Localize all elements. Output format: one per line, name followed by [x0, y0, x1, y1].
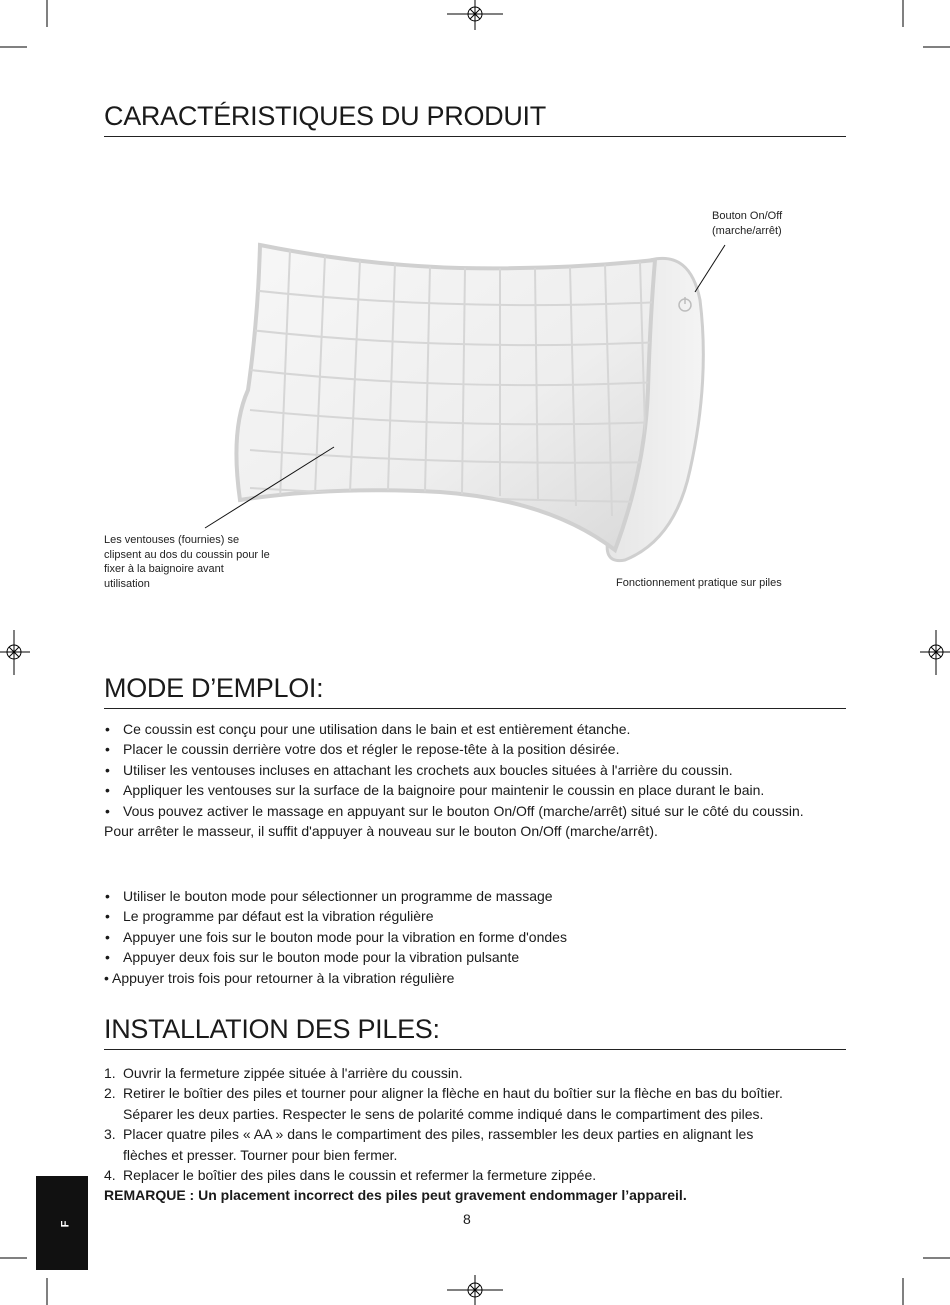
callout-suction-line-4: utilisation: [104, 577, 150, 590]
list-item: [104, 1083, 854, 1124]
callout-suction-line-3: fixer à la baignoire avant: [104, 563, 224, 575]
list-item: • Vous pouvez activer le massage en appuyant sur le bouton On/Off (marche/arrêt) situé sur le côté du coussin.: [104, 801, 864, 821]
usage-stop-text: Pour arrêter le masseur, il suffit d'appuyer à nouveau sur le bouton On/Off (marche/arrêt).: [104, 823, 658, 839]
step-number: 2.: [104, 1085, 116, 1102]
callout-suction-line-1: Les ventouses (fournies) se: [104, 534, 240, 546]
step-number: 4.: [104, 1167, 116, 1184]
usage-title: MODE D’EMPLOI:: [104, 672, 846, 709]
language-tab: [36, 1176, 88, 1270]
list-item: • Ce coussin est conçu pour une utilisation dans le bain et est entièrement étanche.: [104, 719, 864, 739]
step-line: Séparer les deux parties. Respecter le sens de polarité comme indiqué dans le compartiment des piles.: [123, 1105, 764, 1122]
list-item: • Utiliser les ventouses incluses en attachant les crochets aux boucles situées à l'arrière du coussin.: [104, 760, 864, 780]
list-item: • Appuyer une fois sur le bouton mode pour la vibration en forme d'ondes: [104, 927, 864, 947]
list-item: • Utiliser le bouton mode pour sélectionner un programme de massage: [104, 886, 864, 906]
step-line: flèches et presser. Tourner pour bien fermer.: [123, 1146, 398, 1163]
step-number: 3.: [104, 1126, 116, 1143]
mode-last-line: • Appuyer trois fois pour retourner à la vibration régulière: [104, 970, 455, 986]
mode-bullets: [104, 886, 864, 968]
callout-lines: [0, 0, 950, 600]
battery-steps: [104, 1063, 854, 1206]
language-tab-label: F: [59, 1220, 72, 1228]
step-line: Placer quatre piles « AA » dans le compartiment des piles, rassembler les deux parties en alignant les: [123, 1126, 754, 1143]
page-number: 8: [463, 1211, 471, 1227]
list-item: • Appliquer les ventouses sur la surface de la baignoire pour maintenir le coussin en place durant le bain.: [104, 780, 864, 800]
battery-remark: REMARQUE : Un placement incorrect des piles peut gravement endommager l’appareil.: [104, 1187, 687, 1204]
step-line: Replacer le boîtier des piles dans le coussin et refermer la fermeture zippée.: [123, 1167, 597, 1184]
features-title: CARACTÉRISTIQUES DU PRODUIT: [104, 100, 846, 137]
callout-battery: Fonctionnement pratique sur piles: [616, 577, 782, 589]
callout-power-button: [712, 209, 782, 238]
list-item: • Appuyer deux fois sur le bouton mode pour la vibration pulsante: [104, 947, 864, 967]
list-item: [104, 1165, 854, 1185]
callout-power-line-1: Bouton On/Off: [712, 210, 783, 222]
callout-power-line-2: (marche/arrêt): [712, 224, 782, 237]
list-item: [104, 1063, 854, 1083]
list-item: • Le programme par défaut est la vibration régulière: [104, 906, 864, 926]
list-item: • Placer le coussin derrière votre dos et régler le repose-tête à la position désirée.: [104, 739, 864, 759]
batteries-title: INSTALLATION DES PILES:: [104, 1013, 846, 1050]
usage-bullets: [104, 719, 864, 821]
list-item: [104, 1124, 854, 1165]
step-line: Ouvrir la fermeture zippée située à l'arrière du coussin.: [123, 1065, 463, 1081]
callout-suction-line-2: clipsent au dos du coussin pour le: [104, 548, 270, 561]
callout-suction-cups: [104, 533, 304, 591]
step-number: 1.: [104, 1065, 116, 1081]
step-line: Retirer le boîtier des piles et tourner pour aligner la flèche en haut du boîtier sur la flèche en bas du boîtier.: [123, 1085, 783, 1102]
